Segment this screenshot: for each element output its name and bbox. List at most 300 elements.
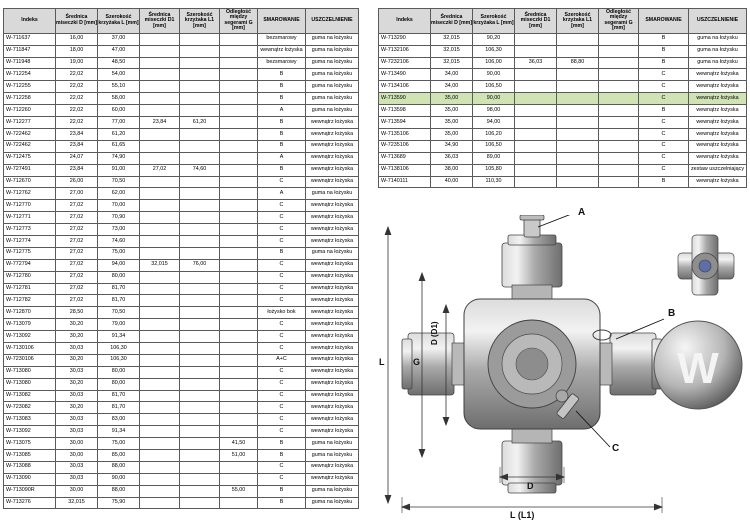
col-odleglosc-segerami-g: Odległość między segerami G [mm] bbox=[220, 9, 258, 34]
cell-l: 54,00 bbox=[98, 69, 140, 81]
cell-indeks: W-722462 bbox=[4, 140, 56, 152]
cell-d1 bbox=[140, 319, 180, 331]
table-row[interactable] bbox=[4, 307, 359, 319]
cell-d1 bbox=[515, 128, 557, 140]
cell-uszczelnienie: guma na łożysku bbox=[306, 247, 359, 259]
cell-d: 19,00 bbox=[56, 57, 98, 69]
cell-smarowanie: C bbox=[258, 473, 306, 485]
cell-smarowanie: B bbox=[258, 449, 306, 461]
cell-g bbox=[220, 259, 258, 271]
table-row[interactable] bbox=[4, 224, 359, 236]
cell-uszczelnienie: wewnątrz łożyska bbox=[306, 319, 359, 331]
cell-l1 bbox=[180, 212, 220, 224]
cell-d: 30,03 bbox=[56, 473, 98, 485]
cell-l: 106,30 bbox=[98, 354, 140, 366]
cell-d1 bbox=[140, 354, 180, 366]
table-row[interactable] bbox=[4, 93, 359, 105]
cell-smarowanie: C bbox=[639, 152, 689, 164]
col-szerokosc-krzyzaka-l: Szerokość krzyżaka L [mm] bbox=[473, 9, 515, 34]
cell-smarowanie: B bbox=[639, 57, 689, 69]
cell-indeks: W-713490 bbox=[379, 69, 431, 81]
cell-indeks: W-7140111 bbox=[379, 176, 431, 188]
cell-d1 bbox=[140, 200, 180, 212]
table-row[interactable] bbox=[4, 438, 359, 450]
cell-indeks: W-713085 bbox=[4, 449, 56, 461]
col-srednica-miseczki-d1: Średnica miseczki D1 [mm] bbox=[515, 9, 557, 34]
cell-d1 bbox=[140, 414, 180, 426]
cell-d1 bbox=[140, 81, 180, 93]
cell-l1: 74,60 bbox=[180, 164, 220, 176]
cell-d1 bbox=[140, 271, 180, 283]
cell-d1 bbox=[140, 438, 180, 450]
cell-indeks: W-722462 bbox=[4, 128, 56, 140]
cell-l: 88,00 bbox=[98, 461, 140, 473]
cell-l: 75,00 bbox=[98, 438, 140, 450]
cell-g bbox=[599, 33, 639, 45]
cell-d1 bbox=[140, 57, 180, 69]
col-smarowanie: SMAROWANIE bbox=[258, 9, 306, 34]
cell-smarowanie: łożysko bok bbox=[258, 307, 306, 319]
cell-l1 bbox=[557, 128, 599, 140]
cell-smarowanie: C bbox=[639, 93, 689, 105]
table-row[interactable] bbox=[4, 485, 359, 497]
cell-indeks: W-712775 bbox=[4, 247, 56, 259]
cell-uszczelnienie: wewnątrz łożyska bbox=[306, 390, 359, 402]
col-smarowanie: SMAROWANIE bbox=[639, 9, 689, 34]
cell-d: 30,20 bbox=[56, 354, 98, 366]
cell-smarowanie: B bbox=[639, 105, 689, 117]
cell-d: 27,02 bbox=[56, 271, 98, 283]
cell-d: 27,02 bbox=[56, 247, 98, 259]
cell-d: 38,00 bbox=[431, 164, 473, 176]
cell-indeks: W-7135106 bbox=[379, 128, 431, 140]
cell-smarowanie: C bbox=[258, 402, 306, 414]
cell-d1 bbox=[140, 449, 180, 461]
cell-l1 bbox=[180, 342, 220, 354]
cell-d1 bbox=[515, 93, 557, 105]
cell-d1 bbox=[140, 93, 180, 105]
table-row[interactable] bbox=[379, 164, 747, 176]
cell-l1 bbox=[180, 93, 220, 105]
cell-l1 bbox=[180, 176, 220, 188]
cell-d: 30,00 bbox=[56, 438, 98, 450]
cell-uszczelnienie: wewnątrz łożyska bbox=[306, 331, 359, 343]
cell-d: 30,03 bbox=[56, 342, 98, 354]
table-row[interactable] bbox=[4, 140, 359, 152]
table-row[interactable] bbox=[4, 497, 359, 509]
cell-d: 32,015 bbox=[431, 57, 473, 69]
table-row[interactable] bbox=[4, 176, 359, 188]
cell-l1 bbox=[180, 57, 220, 69]
cell-d: 26,00 bbox=[56, 176, 98, 188]
table-row[interactable] bbox=[4, 128, 359, 140]
cell-uszczelnienie: guma na łożysku bbox=[306, 497, 359, 509]
dim-g: G bbox=[413, 357, 421, 367]
cell-l: 80,00 bbox=[98, 271, 140, 283]
table-row[interactable] bbox=[4, 117, 359, 129]
cell-smarowanie: C bbox=[258, 176, 306, 188]
cell-uszczelnienie: wewnątrz łożyska bbox=[306, 140, 359, 152]
cell-d: 30,00 bbox=[56, 449, 98, 461]
cell-d1 bbox=[515, 176, 557, 188]
table-row[interactable] bbox=[4, 188, 359, 200]
cell-smarowanie: B bbox=[639, 33, 689, 45]
cell-g: 41,50 bbox=[220, 438, 258, 450]
table-row[interactable] bbox=[4, 105, 359, 117]
table-row[interactable] bbox=[379, 69, 747, 81]
cell-d1 bbox=[140, 378, 180, 390]
cell-smarowanie: B bbox=[258, 69, 306, 81]
cell-d: 27,02 bbox=[56, 283, 98, 295]
table-row[interactable] bbox=[379, 140, 747, 152]
table-row[interactable] bbox=[4, 354, 359, 366]
cell-smarowanie: B bbox=[258, 164, 306, 176]
table-row[interactable] bbox=[4, 295, 359, 307]
table-row[interactable] bbox=[4, 390, 359, 402]
cell-uszczelnienie: wewnątrz łożyska bbox=[689, 152, 747, 164]
cell-indeks: W-712260 bbox=[4, 105, 56, 117]
table-row[interactable] bbox=[379, 81, 747, 93]
cell-d: 32,015 bbox=[56, 497, 98, 509]
cell-uszczelnienie: wewnątrz łożyska bbox=[689, 81, 747, 93]
cell-indeks: W-712774 bbox=[4, 235, 56, 247]
cell-l: 48,50 bbox=[98, 57, 140, 69]
cell-g bbox=[220, 331, 258, 343]
cell-d: 27,00 bbox=[56, 188, 98, 200]
cell-indeks: W-723082 bbox=[4, 402, 56, 414]
cell-l1 bbox=[180, 140, 220, 152]
cell-d1 bbox=[140, 140, 180, 152]
cell-g bbox=[220, 283, 258, 295]
cell-uszczelnienie: guma na łożysku bbox=[306, 438, 359, 450]
cell-uszczelnienie: wewnątrz łożyska bbox=[689, 176, 747, 188]
cell-l: 73,00 bbox=[98, 224, 140, 236]
table-row[interactable] bbox=[4, 164, 359, 176]
cell-indeks: W-713080 bbox=[4, 378, 56, 390]
cell-d1 bbox=[140, 176, 180, 188]
cell-l: 106,00 bbox=[473, 57, 515, 69]
cell-d1 bbox=[140, 283, 180, 295]
cell-g bbox=[599, 81, 639, 93]
cell-indeks: W-7134106 bbox=[379, 81, 431, 93]
table-row[interactable] bbox=[4, 69, 359, 81]
cell-smarowanie: C bbox=[258, 378, 306, 390]
cell-g bbox=[220, 188, 258, 200]
cell-indeks: W-713290 bbox=[379, 33, 431, 45]
table-row[interactable] bbox=[4, 283, 359, 295]
cell-indeks: W-712782 bbox=[4, 295, 56, 307]
cell-g bbox=[220, 128, 258, 140]
cell-uszczelnienie: wewnątrz łożyska bbox=[306, 200, 359, 212]
cell-l1 bbox=[180, 461, 220, 473]
cell-smarowanie: C bbox=[258, 283, 306, 295]
table-row[interactable] bbox=[379, 128, 747, 140]
cell-smarowanie: A bbox=[258, 105, 306, 117]
cell-smarowanie: A+C bbox=[258, 354, 306, 366]
cell-smarowanie: C bbox=[258, 390, 306, 402]
cell-d1 bbox=[140, 366, 180, 378]
cell-d: 22,02 bbox=[56, 81, 98, 93]
cell-d: 30,03 bbox=[56, 366, 98, 378]
cell-l: 70,90 bbox=[98, 212, 140, 224]
cell-uszczelnienie: wewnątrz łożyska bbox=[306, 307, 359, 319]
table-row[interactable] bbox=[379, 105, 747, 117]
cell-l: 75,90 bbox=[98, 497, 140, 509]
cell-l1 bbox=[180, 152, 220, 164]
cell-l1 bbox=[557, 45, 599, 57]
cell-l1 bbox=[180, 438, 220, 450]
cell-d1 bbox=[140, 105, 180, 117]
table-row[interactable] bbox=[4, 473, 359, 485]
cell-l: 94,00 bbox=[473, 117, 515, 129]
cell-indeks: W-712780 bbox=[4, 271, 56, 283]
cell-d: 27,02 bbox=[56, 212, 98, 224]
cell-d1 bbox=[515, 140, 557, 152]
table-row[interactable] bbox=[4, 45, 359, 57]
logo-letter: W bbox=[677, 344, 719, 393]
cell-indeks: W-712255 bbox=[4, 81, 56, 93]
cell-l1 bbox=[557, 140, 599, 152]
cell-g bbox=[220, 307, 258, 319]
cell-g bbox=[220, 164, 258, 176]
cell-d: 27,02 bbox=[56, 295, 98, 307]
table-row[interactable] bbox=[4, 414, 359, 426]
cell-d: 30,20 bbox=[56, 378, 98, 390]
cell-indeks: W-713080 bbox=[4, 366, 56, 378]
table-row[interactable] bbox=[4, 366, 359, 378]
cell-uszczelnienie: guma na łożysku bbox=[306, 69, 359, 81]
cell-d1: 27,02 bbox=[140, 164, 180, 176]
cell-g bbox=[220, 152, 258, 164]
cell-l1: 61,20 bbox=[180, 117, 220, 129]
cell-smarowanie: B bbox=[258, 81, 306, 93]
cell-d1: 32,015 bbox=[140, 259, 180, 271]
cell-l1 bbox=[557, 81, 599, 93]
cell-d: 34,00 bbox=[431, 81, 473, 93]
cell-d: 22,02 bbox=[56, 105, 98, 117]
cell-indeks: W-713594 bbox=[379, 117, 431, 129]
cell-g bbox=[220, 390, 258, 402]
table-row[interactable] bbox=[379, 117, 747, 129]
drawing-svg bbox=[378, 215, 746, 525]
cell-smarowanie: C bbox=[258, 414, 306, 426]
parts-table-right bbox=[378, 8, 747, 188]
table-row[interactable] bbox=[4, 259, 359, 271]
cell-g bbox=[220, 105, 258, 117]
cell-l1 bbox=[557, 69, 599, 81]
cell-d: 18,00 bbox=[56, 45, 98, 57]
cell-d: 34,00 bbox=[431, 69, 473, 81]
cell-smarowanie: C bbox=[258, 426, 306, 438]
cell-d: 30,20 bbox=[56, 331, 98, 343]
cell-indeks: W-711847 bbox=[4, 45, 56, 57]
cell-d1 bbox=[140, 69, 180, 81]
cell-indeks: W-712254 bbox=[4, 69, 56, 81]
col-srednica-miseczki-d: Średnica miseczki D [mm] bbox=[431, 9, 473, 34]
cell-d: 23,84 bbox=[56, 128, 98, 140]
cell-d1 bbox=[140, 497, 180, 509]
cell-d: 32,015 bbox=[431, 33, 473, 45]
cell-indeks: W-713689 bbox=[379, 152, 431, 164]
cell-uszczelnienie: guma na łożysku bbox=[689, 57, 747, 69]
inset-cross-spider bbox=[670, 231, 742, 301]
cell-smarowanie: C bbox=[639, 69, 689, 81]
cell-l: 85,00 bbox=[98, 449, 140, 461]
cell-g bbox=[220, 81, 258, 93]
cell-uszczelnienie: wewnątrz łożyska bbox=[306, 164, 359, 176]
table-row[interactable] bbox=[4, 33, 359, 45]
cell-d1 bbox=[140, 307, 180, 319]
cell-l: 90,00 bbox=[473, 93, 515, 105]
cell-l: 91,34 bbox=[98, 426, 140, 438]
table-row[interactable] bbox=[4, 402, 359, 414]
cell-d1 bbox=[140, 128, 180, 140]
table-header-row bbox=[4, 9, 359, 34]
cell-d: 32,015 bbox=[431, 45, 473, 57]
cell-l: 106,50 bbox=[473, 81, 515, 93]
cell-l1: 88,80 bbox=[557, 57, 599, 69]
cell-smarowanie: C bbox=[639, 81, 689, 93]
cell-indeks: W-7130106 bbox=[4, 342, 56, 354]
cell-l: 88,00 bbox=[98, 485, 140, 497]
cell-l: 106,30 bbox=[98, 342, 140, 354]
callout-c: C bbox=[612, 443, 620, 454]
cell-l: 62,00 bbox=[98, 188, 140, 200]
cell-g bbox=[220, 295, 258, 307]
cell-g bbox=[220, 378, 258, 390]
table-row[interactable] bbox=[4, 57, 359, 69]
table-row[interactable] bbox=[4, 449, 359, 461]
col-srednica-miseczki-d: Średnica miseczki D [mm] bbox=[56, 9, 98, 34]
cell-g bbox=[220, 461, 258, 473]
cell-indeks: W-713083 bbox=[4, 414, 56, 426]
cell-g bbox=[220, 342, 258, 354]
cell-l: 110,30 bbox=[473, 176, 515, 188]
cell-d: 35,00 bbox=[431, 128, 473, 140]
table-row[interactable] bbox=[379, 93, 747, 105]
cell-g bbox=[220, 319, 258, 331]
cell-l1 bbox=[180, 485, 220, 497]
table-row[interactable] bbox=[4, 200, 359, 212]
cell-d1 bbox=[140, 331, 180, 343]
table-row[interactable] bbox=[379, 45, 747, 57]
cell-g bbox=[599, 105, 639, 117]
table-row[interactable] bbox=[379, 152, 747, 164]
cell-d: 23,84 bbox=[56, 164, 98, 176]
cell-indeks: W-711948 bbox=[4, 57, 56, 69]
table-row[interactable] bbox=[379, 57, 747, 69]
table-row[interactable] bbox=[4, 271, 359, 283]
cell-g bbox=[220, 473, 258, 485]
cell-d1 bbox=[515, 45, 557, 57]
cell-l: 60,00 bbox=[98, 105, 140, 117]
col-szerokosc-krzyzaka-l1: Szerokość krzyżaka L1 [mm] bbox=[180, 9, 220, 34]
cell-indeks: W-712762 bbox=[4, 188, 56, 200]
table-row[interactable] bbox=[379, 176, 747, 188]
cell-smarowanie: B bbox=[258, 140, 306, 152]
cell-g bbox=[599, 117, 639, 129]
cell-g bbox=[220, 45, 258, 57]
cell-uszczelnienie: guma na łożysku bbox=[306, 57, 359, 69]
cell-smarowanie: C bbox=[258, 200, 306, 212]
cell-l1 bbox=[557, 105, 599, 117]
cell-smarowanie: B bbox=[258, 497, 306, 509]
cell-indeks: W-713092 bbox=[4, 426, 56, 438]
table-row[interactable] bbox=[4, 81, 359, 93]
cell-uszczelnienie: guma na łożysku bbox=[306, 45, 359, 57]
cell-uszczelnienie: guma na łożysku bbox=[306, 449, 359, 461]
table-row[interactable] bbox=[4, 152, 359, 164]
cell-indeks: W-7138106 bbox=[379, 164, 431, 176]
cell-l: 94,00 bbox=[98, 259, 140, 271]
cell-g bbox=[599, 176, 639, 188]
col-szerokosc-krzyzaka-l: Szerokość krzyżaka L [mm] bbox=[98, 9, 140, 34]
cell-smarowanie: C bbox=[258, 224, 306, 236]
cell-l: 91,34 bbox=[98, 331, 140, 343]
table-row[interactable] bbox=[4, 235, 359, 247]
cell-smarowanie: C bbox=[258, 212, 306, 224]
cell-l1 bbox=[557, 93, 599, 105]
cell-l: 106,30 bbox=[473, 45, 515, 57]
table-row[interactable] bbox=[4, 342, 359, 354]
cell-l: 79,00 bbox=[98, 319, 140, 331]
cell-d1 bbox=[140, 390, 180, 402]
col-odleglosc-segerami-g: Odległość między segerami G [mm] bbox=[599, 9, 639, 34]
cell-smarowanie: B bbox=[258, 485, 306, 497]
cell-indeks: W-713088 bbox=[4, 461, 56, 473]
col-uszczelnienie: USZCZELNIENIE bbox=[306, 9, 359, 34]
col-indeks: Indeks bbox=[379, 9, 431, 34]
cell-d: 28,50 bbox=[56, 307, 98, 319]
cell-l1 bbox=[180, 449, 220, 461]
table-row[interactable] bbox=[4, 331, 359, 343]
cell-smarowanie: wewnątrz łożyska bbox=[258, 45, 306, 57]
table-row[interactable] bbox=[379, 33, 747, 45]
brand-logo-disc bbox=[654, 321, 742, 409]
table-row[interactable] bbox=[4, 461, 359, 473]
cell-d: 23,84 bbox=[56, 140, 98, 152]
cell-d1: 36,03 bbox=[515, 57, 557, 69]
table-row[interactable] bbox=[4, 319, 359, 331]
cell-d: 27,02 bbox=[56, 259, 98, 271]
cell-uszczelnienie: wewnątrz łożyska bbox=[689, 105, 747, 117]
cell-d1 bbox=[515, 69, 557, 81]
cell-l1 bbox=[180, 331, 220, 343]
table-row[interactable] bbox=[4, 212, 359, 224]
table-row[interactable] bbox=[4, 426, 359, 438]
cell-d: 34,90 bbox=[431, 140, 473, 152]
cell-d1 bbox=[515, 105, 557, 117]
cell-uszczelnienie: wewnątrz łożyska bbox=[306, 402, 359, 414]
cell-l: 58,00 bbox=[98, 93, 140, 105]
cell-uszczelnienie: guma na łożysku bbox=[689, 33, 747, 45]
cell-indeks: W-712277 bbox=[4, 117, 56, 129]
cell-uszczelnienie: wewnątrz łożyska bbox=[306, 176, 359, 188]
cell-d: 22,02 bbox=[56, 117, 98, 129]
cell-d1 bbox=[140, 212, 180, 224]
cell-d: 27,02 bbox=[56, 235, 98, 247]
cell-uszczelnienie: wewnątrz łożyska bbox=[689, 117, 747, 129]
cell-uszczelnienie: wewnątrz łożyska bbox=[689, 140, 747, 152]
cell-l1 bbox=[180, 307, 220, 319]
cell-g bbox=[599, 128, 639, 140]
cell-uszczelnienie: wewnątrz łożyska bbox=[306, 354, 359, 366]
cell-g bbox=[220, 57, 258, 69]
table-row[interactable] bbox=[4, 247, 359, 259]
cell-uszczelnienie: wewnątrz łożyska bbox=[306, 366, 359, 378]
cell-l1 bbox=[557, 164, 599, 176]
table-row[interactable] bbox=[4, 378, 359, 390]
